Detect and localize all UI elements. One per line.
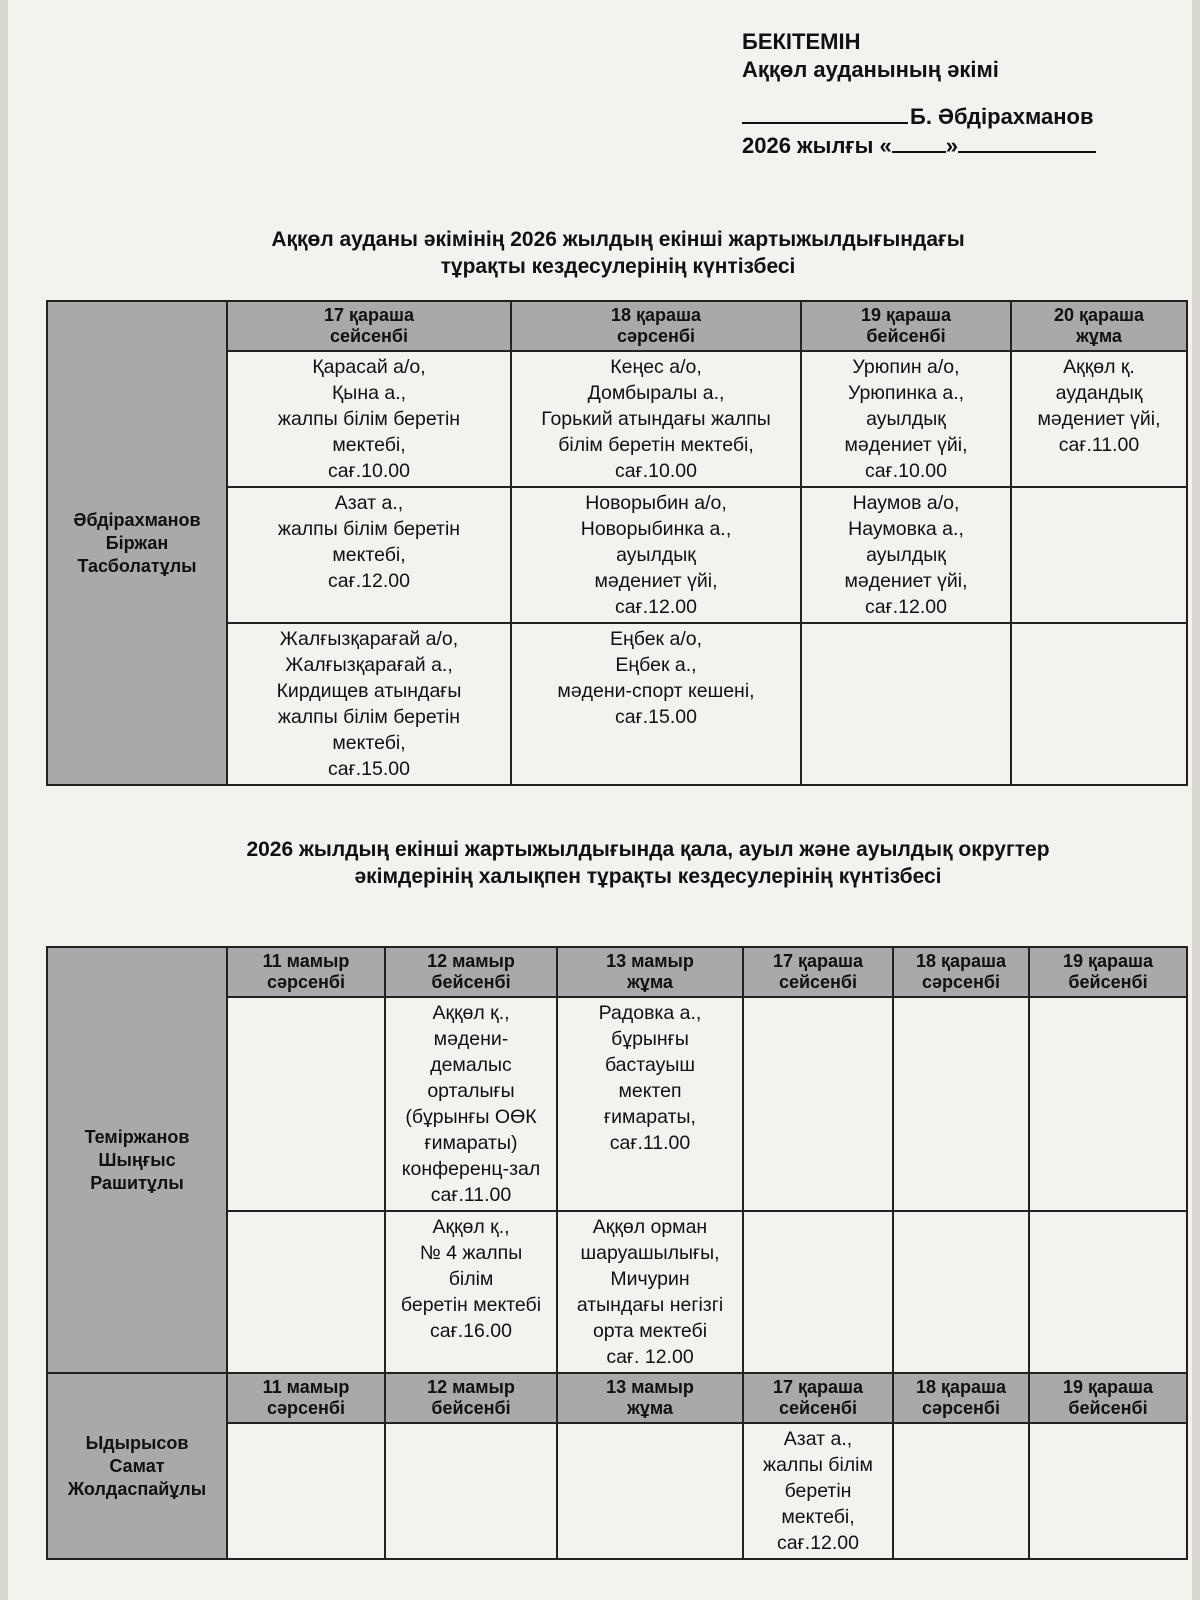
meeting-cell — [893, 1423, 1029, 1559]
meeting-cell — [743, 997, 893, 1211]
approver-position: Аққөл ауданының әкімі — [742, 57, 999, 82]
date-prefix: 2026 жылғы « — [742, 133, 892, 158]
day-header: 19 қараша бейсенбі — [1029, 1373, 1187, 1423]
table-header-row — [47, 947, 1187, 997]
section1-title-line1: Аққөл ауданы әкімінің 2026 жылдың екінші жартыжылдығындағы — [271, 228, 965, 251]
meeting-cell — [1029, 1423, 1187, 1559]
table-header-row — [47, 301, 1187, 351]
meeting-cell — [1029, 1211, 1187, 1373]
section2-title-line1: 2026 жылдың екінші жартыжылдығында қала, ауыл және ауылдық округтер — [246, 838, 1050, 861]
meeting-cell: Урюпин а/о, Урюпинка а., ауылдық мәдениет үйі, сағ.10.00 — [801, 351, 1011, 487]
meeting-cell — [1011, 487, 1187, 623]
meeting-cell: Радовка а., бұрынғы бастауыш мектеп ғимараты, сағ.11.00 — [557, 997, 743, 1211]
meeting-cell: Жалғызқарағай а/о, Жалғызқарағай а., Кирдищев атындағы жалпы білім беретін мектебі, сағ.15.00 — [227, 623, 511, 785]
day-header: 18 қараша сәрсенбі — [893, 947, 1029, 997]
signature-line — [742, 102, 1162, 131]
day-header: 19 қараша бейсенбі — [1029, 947, 1187, 997]
signer-name: Б. Әбдірахманов — [910, 104, 1094, 129]
meeting-cell — [227, 1211, 385, 1373]
meeting-cell — [227, 997, 385, 1211]
day-header: 12 мамыр бейсенбі — [385, 947, 557, 997]
section2-title — [138, 836, 1158, 890]
date-mid: » — [945, 133, 958, 158]
approval-date — [742, 131, 1162, 160]
day-blank — [892, 131, 946, 153]
meeting-cell: Еңбек а/о, Еңбек а., мәдени-спорт кешені, сағ.15.00 — [511, 623, 801, 785]
table-header-row — [47, 1373, 1187, 1423]
meeting-cell — [893, 997, 1029, 1211]
meeting-cell — [743, 1211, 893, 1373]
meeting-cell — [893, 1211, 1029, 1373]
meeting-cell: Аққөл қ. aудандық мәдениет үйі, сағ.11.00 — [1011, 351, 1187, 487]
day-header: 17 қараша сейсенбі — [743, 947, 893, 997]
day-header: 13 мамыр жұма — [557, 947, 743, 997]
approval-heading: БЕКІТЕМІН — [742, 29, 861, 54]
meeting-cell: Аққөл орман шаруашылығы, Мичурин атындағы негізгі орта мектебі сағ. 12.00 — [557, 1211, 743, 1373]
meeting-cell: Кеңес а/о, Домбыралы а., Горький атындағы жалпы білім беретін мектебі, сағ.10.00 — [511, 351, 801, 487]
signature-blank — [742, 102, 908, 124]
meeting-cell — [385, 1423, 557, 1559]
person-name-cell: Теміржанов Шыңғыс Рашитұлы — [47, 947, 227, 1373]
month-blank — [958, 131, 1096, 153]
person-name-cell: Әбдірахманов Біржан Тасболатұлы — [47, 301, 227, 785]
day-header: 18 қараша сәрсенбі — [511, 301, 801, 351]
meeting-cell: Наумов а/о, Наумовка а., ауылдық мәдениет үйі, сағ.12.00 — [801, 487, 1011, 623]
meeting-cell — [227, 1423, 385, 1559]
day-header: 18 қараша сәрсенбі — [893, 1373, 1029, 1423]
akim-schedule-table — [46, 300, 1188, 786]
meeting-cell — [1029, 997, 1187, 1211]
meeting-cell — [801, 623, 1011, 785]
day-header: 11 мамыр сәрсенбі — [227, 947, 385, 997]
meeting-cell: Аққөл қ., мәдени- демалыс орталығы (бұрынғы ОӨК ғимараты) конференц-зал сағ.11.00 — [385, 997, 557, 1211]
day-header: 11 мамыр сәрсенбі — [227, 1373, 385, 1423]
approval-block — [742, 28, 1162, 160]
meeting-cell: Новорыбин а/о, Новорыбинка а., ауылдық мәдениет үйі, сағ.12.00 — [511, 487, 801, 623]
meeting-cell: Азат а., жалпы білім беретін мектебі, сағ.12.00 — [743, 1423, 893, 1559]
day-header: 19 қараша бейсенбі — [801, 301, 1011, 351]
person-name-cell: Ыдырысов Самат Жолдаспайұлы — [47, 1373, 227, 1559]
meeting-cell — [557, 1423, 743, 1559]
day-header: 12 мамыр бейсенбі — [385, 1373, 557, 1423]
document-page — [8, 0, 1192, 1600]
rural-akims-schedule-table — [46, 946, 1188, 1560]
section1-title-line2: тұрақты кездесулерінің күнтізбесі — [440, 255, 796, 278]
meeting-cell — [1011, 623, 1187, 785]
day-header: 20 қараша жұма — [1011, 301, 1187, 351]
section2-title-line2: әкімдерінің халықпен тұрақты кездесулерінің күнтізбесі — [354, 865, 942, 888]
meeting-cell: Азат а., жалпы білім беретін мектебі, сағ.12.00 — [227, 487, 511, 623]
meeting-cell: Қарасай а/о, Қына а., жалпы білім беретін мектебі, сағ.10.00 — [227, 351, 511, 487]
meeting-cell: Аққөл қ., № 4 жалпы білім беретін мектебі сағ.16.00 — [385, 1211, 557, 1373]
day-header: 17 қараша сейсенбі — [743, 1373, 893, 1423]
section1-title — [168, 226, 1068, 280]
day-header: 17 қараша сейсенбі — [227, 301, 511, 351]
day-header: 13 мамыр жұма — [557, 1373, 743, 1423]
